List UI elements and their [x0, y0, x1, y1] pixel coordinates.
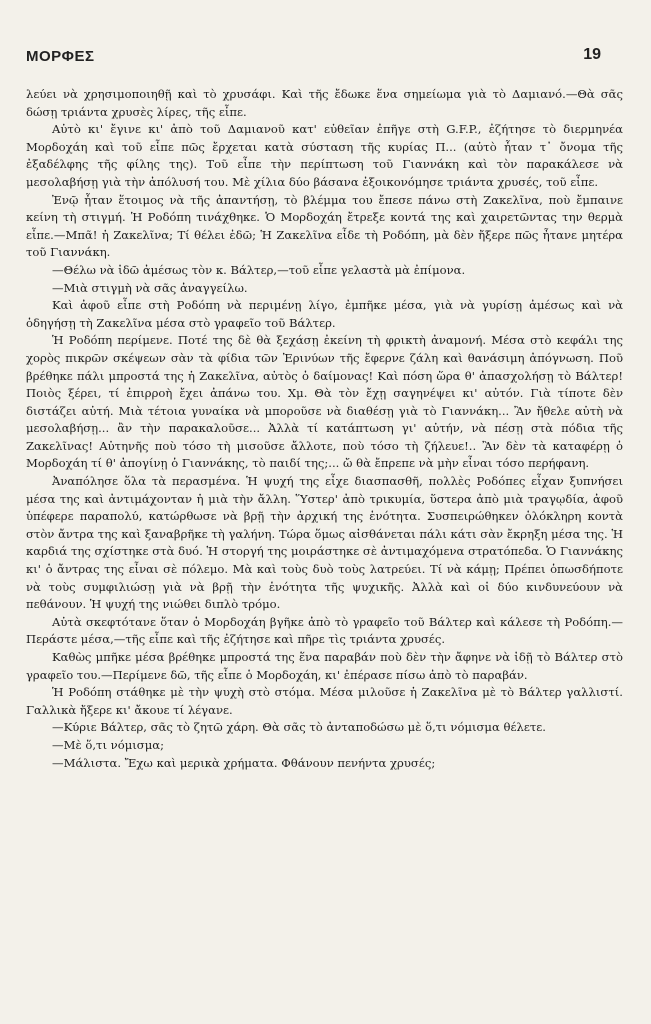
paragraph: Καὶ ἀφοῦ εἶπε στὴ Ροδόπη νὰ περιμένῃ λίγο, ἐμπῆκε μέσα, γιὰ νὰ γυρίσῃ ἀμέσως καὶ νὰ ὁδηγήσῃ τὴ Ζακελῖνα μέσα στὸ γραφεῖο τοῦ Βάλτερ.	[26, 298, 623, 330]
paragraph: Καθὼς μπῆκε μέσα βρέθηκε μπροστά της ἕνα παραβάν ποὺ δὲν τὴν ἄφηνε νὰ ἰδῇ τὸ Βάλτερ στὸ γραφεῖο του.—Περίμενε δῶ, τῆς εἶπε ὁ Μορδοχάη, κι' ἐπέρασε πίσω ἀπὸ τὸ παραβάν.	[26, 650, 623, 682]
paragraph: Ἐνῷ ἦταν ἕτοιμος νὰ τῆς ἀπαντήσῃ, τὸ βλέμμα του ἔπεσε πάνω στὴ Ζακελῖνα, ποὺ ἔμπαινε κείνη τὴ στιγμή. Ἡ Ροδόπη τινάχθηκε. Ὁ Μορδοχάη ἔτρεξε κοντά της καὶ χαιρετῶντας την θερμὰ εἶπε.—Μπᾶ! ἡ Ζακελῖνα; Τί θέλει ἐδῶ; Ἡ Ζακελῖνα εἶδε τὴ Ροδόπη, μὰ δὲν ἤξερε πῶς ἦτανε μητέρα τοῦ Γιαννάκη.	[26, 192, 623, 260]
dialogue-line: —Μὲ ὅ,τι νόμισμα;	[52, 737, 164, 752]
paragraph: λεύει νὰ χρησιμοποιηθῇ καὶ τὸ χρυσάφι. Καὶ τῆς ἔδωκε ἕνα σημείωμα γιὰ τὸ Δαμιανό.—Θὰ σᾶς δώσῃ τριάντα χρυσὲς λίρες, τῆς εἶπε.	[26, 87, 623, 119]
running-title: ΜΟΡΦΕΣ	[26, 48, 95, 65]
paragraph: Ἡ Ροδόπη περίμενε. Ποτέ της δὲ θὰ ξεχάσῃ ἐκείνη τὴ φρικτὴ ἀναμονή. Μέσα στὸ κεφάλι της χορὸς πικρῶν σκέψεων σὰν τὰ φίδια τῶν Ἐρινύων τῆς ἔφερνε ζάλη καὶ θανάσιμη ἀπόγνωση. Ποῦ βρέθηκε πάλι μπροστά της ἡ Ζακελῖνα, αὐτὸς ὁ δαίμονας! Καὶ πόση ὥρα θ' ἀπασχολήσῃ τὸ Βάλτερ! Ποιὸς ξέρει, τί ἐπιρροὴ ἔχει ἀπάνω του. Χμ. Θὰ τὸν ἔχῃ σαγηνέψει κι' αὐτόν. Γιὰ τίποτε δὲν διστάζει αὐτή. Μιὰ τέτοια γυναίκα νὰ μποροῦσε νὰ διαθέσῃ γιὰ τὸ Γιαννάκη... Ἂν ἤθελε αὐτὴ νὰ μεσολαβήσῃ... ἂν τὴν παρακαλοῦσε... Ἀλλὰ τί κατάπτωση γι' αὐτήν, νὰ πέσῃ στὰ πόδια τῆς Ζακελῖνας! Αὐτηνῆς ποὺ τόσο τὴ μισοῦσε ἄλλοτε, ποὺ τόσο τὴ ζήλευε!.. Ἂν δὲν τὰ καταφέρῃ ὁ Μορδοχάη τί θ' ἀπογίνῃ ὁ Γιαννάκης, τὸ παιδί της;... ὤ θὰ ἔπρεπε νὰ μὴν εἶναι τόσο περήφανη.	[26, 333, 623, 471]
page-number: 19	[583, 46, 601, 63]
dialogue-line: —Μιὰ στιγμὴ νὰ σᾶς ἀναγγείλω.	[52, 280, 248, 295]
dialogue-line: —Μάλιστα. Ἔχω καὶ μερικὰ χρήματα. Φθάνουν πενήντα χρυσές;	[52, 755, 436, 770]
dialogue-line: —Κύριε Βάλτερ, σᾶς τὸ ζητῶ χάρη. Θὰ σᾶς τὸ ἀνταποδώσω μὲ ὅ,τι νόμισμα θέλετε.	[52, 720, 546, 735]
paragraph: Αὐτὸ κι' ἔγινε κι' ἀπὸ τοῦ Δαμιανοῦ κατ' εὐθεῖαν ἐπῆγε στὴ G.F.P., ἐζήτησε τὸ διερμηνέα Μορδοχάη καὶ τοῦ εἶπε πῶς ἔρχεται κατὰ σύσταση τῆς κυρίας Π... (αὐτὸ ἦταν τ᾽ ὄνομα τῆς ἐξαδέλφης τῆς φίλης της). Τοῦ εἶπε τὴν περίπτωση τοῦ Γιαννάκη καὶ τὸν παρακάλεσε νὰ μεσολαβήσῃ γιὰ τὴν ἀπόλυσή του. Μὲ χίλια δύο βάσανα ἐξοικονόμησε τριάντα χρυσές, τοῦ εἶπε.	[26, 122, 623, 189]
paragraph: Ἀναπόλησε ὅλα τὰ περασμένα. Ἡ ψυχή της εἶχε διασπασθῆ, πολλὲς Ροδόπες εἶχαν ξυπνήσει μέσα της καὶ ἀντιμάχονταν ἡ μιὰ τὴν ἄλλη. Ὕστερ' ἀπὸ τρικυμία, ὕστερα ἀπὸ μιὰ τραγῳδία, ἀφοῦ ὑπέφερε παραπολύ, κατώρθωσε νὰ βρῇ τὴν ἀρχική της ἑνότητα. Συσπειρώθηκεν ὁλόκληρη κοντὰ στὸν ἄντρα της καὶ ξαναβρῆκε τὴ γαλήνη. Τώρα ὅμως αἰσθάνεται πάλι κάτι σὰν ἔκρηξη μέσα της. Ἡ καρδιά της σχίστηκε στὰ δυό. Ἡ στοργή της μοιράστηκε σὲ ἀντιμαχόμενα στρατόπεδα. Ὁ Γιαννάκης κι' ὁ ἄντρας της εἶναι σὲ πόλεμο. Μὰ καὶ τοὺς δυὸ τοὺς λατρεύει. Τί νὰ κάμῃ; Πρέπει ὁπωσδήποτε νὰ τοὺς συμφιλιώσῃ γιὰ νὰ βρῇ τὴν ἑνότητα τῆς ψυχικῆς. Ἀλλὰ καὶ οἱ δύο κινδυνεύουν νὰ πεθάνουν. Ἡ ψυχή της νιώθει διπλὸ τρόμο.	[26, 474, 623, 612]
dialogue-line: —Θέλω νὰ ἰδῶ ἀμέσως τὸν κ. Βάλτερ,—τοῦ εἶπε γελαστὰ μὰ ἐπίμονα.	[52, 262, 466, 277]
paragraph: Αὐτὰ σκεφτότανε ὅταν ὁ Μορδοχάη βγῆκε ἀπὸ τὸ γραφεῖο τοῦ Βάλτερ καὶ κάλεσε τὴ Ροδόπη.—Περάστε μέσα,—τῆς εἶπε καὶ τῆς ἐζήτησε καὶ πῆρε τὶς τριάντα χρυσές.	[26, 614, 623, 647]
page-header	[26, 48, 621, 72]
body-text	[26, 86, 623, 772]
paragraph: Ἡ Ροδόπη στάθηκε μὲ τὴν ψυχὴ στὸ στόμα. Μέσα μιλοῦσε ἡ Ζακελῖνα μὲ τὸ Βάλτερ γαλλιστί. Γαλλικὰ ἤξερε κι' ἄκουε τί λέγανε.	[26, 685, 623, 717]
